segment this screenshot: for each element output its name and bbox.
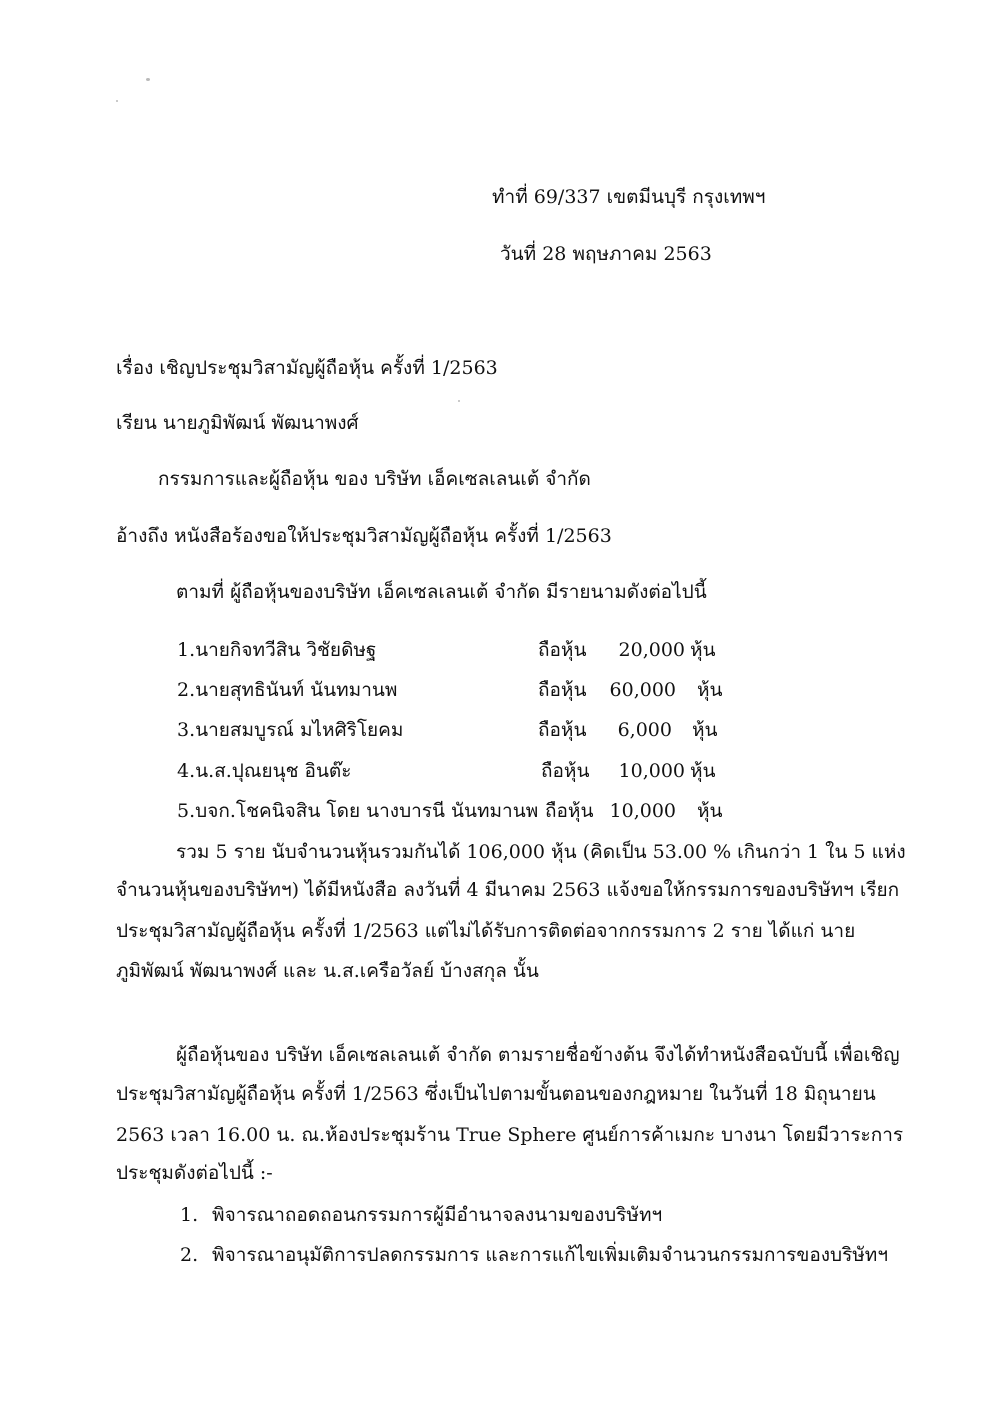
holds-label: ถือหุ้น: [538, 719, 587, 741]
share-unit: หุ้น: [697, 679, 723, 701]
shareholder-name: 1.นายกิจทวีสิน วิชัยดิษฐ: [177, 639, 377, 661]
summary-line: ประชุมวิสามัญผู้ถือหุ้น ครั้งที่ 1/2563 แต่ไม่ได้รับการติดต่อจากกรรมการ 2 ราย ได้แก่ นาย: [116, 920, 856, 942]
letter-reference: อ้างถึง หนังสือร้องขอให้ประชุมวิสามัญผู้ถือหุ้น ครั้งที่ 1/2563: [116, 525, 612, 547]
agenda-item: [180, 1201, 662, 1229]
shareholder-row: [0, 757, 993, 785]
letter-recipient-role: กรรมการและผู้ถือหุ้น ของ บริษัท เอ็คเซลเลนเต้ จำกัด: [158, 468, 591, 490]
letter-recipient: เรียน นายภูมิพัฒน์ พัฒนาพงศ์: [116, 412, 359, 434]
agenda-text: พิจารณาถอดถอนกรรมการผู้มีอำนาจลงนามของบริษัทฯ: [212, 1204, 663, 1226]
shareholder-name: 5.บจก.โชคนิจสิน โดย นางบารนี นันทมานพ: [177, 800, 539, 822]
share-amount: 20,000: [618, 639, 685, 661]
invitation-line: ผู้ถือหุ้นของ บริษัท เอ็คเซลเลนเต้ จำกัด ตามรายชื่อข้างต้น จึงได้ทำหนังสือฉบับนี้ เพื่อเชิญ: [176, 1044, 900, 1066]
share-unit: หุ้น: [697, 800, 723, 822]
letter-subject: เรื่อง เชิญประชุมวิสามัญผู้ถือหุ้น ครั้งที่ 1/2563: [116, 357, 498, 379]
scan-speck: [146, 78, 150, 81]
agenda-number: 2.: [180, 1244, 199, 1266]
letter-date: วันที่ 28 พฤษภาคม 2563: [500, 243, 712, 265]
share-amount: 60,000: [609, 679, 676, 701]
share-unit: หุ้น: [692, 719, 718, 741]
sender-location: ทำที่ 69/337 เขตมีนบุรี กรุงเทพฯ: [492, 186, 766, 208]
invitation-line: 2563 เวลา 16.00 น. ณ.ห้องประชุมร้าน True Sphere ศูนย์การค้าเมกะ บางนา โดยมีวาระการ: [116, 1124, 904, 1146]
holds-label: ถือหุ้น: [538, 679, 587, 701]
shareholder-name: 4.น.ส.ปุณยนุช อินต๊ะ: [177, 760, 352, 782]
summary-line: ภูมิพัฒน์ พัฒนาพงศ์ และ น.ส.เครือวัลย์ บ้างสกุล นั้น: [116, 960, 539, 982]
share-amount: 6,000: [617, 719, 672, 741]
summary-line: รวม 5 ราย นับจำนวนหุ้นรวมกันได้ 106,000 หุ้น (คิดเป็น 53.00 % เกินกว่า 1 ใน 5 แห่ง: [176, 841, 906, 863]
shareholder-row: [0, 716, 993, 744]
shareholder-name: 2.นายสุทธินันท์ นันทมานพ: [177, 679, 398, 701]
shareholder-row: [0, 676, 993, 704]
invitation-line: ประชุมวิสามัญผู้ถือหุ้น ครั้งที่ 1/2563 ซึ่งเป็นไปตามขั้นตอนของกฎหมาย ในวันที่ 18 มิถุนายน: [116, 1083, 876, 1105]
intro-paragraph: ตามที่ ผู้ถือหุ้นของบริษัท เอ็คเซลเลนเต้ จำกัด มีรายนามดังต่อไปนี้: [176, 581, 707, 603]
share-amount: 10,000: [609, 800, 676, 822]
scan-speck: [458, 400, 460, 402]
agenda-text: พิจารณาอนุมัติการปลดกรรมการ และการแก้ไขเพิ่มเติมจำนวนกรรมการของบริษัทฯ: [212, 1244, 889, 1266]
agenda-item: [180, 1241, 888, 1269]
invitation-line: ประชุมดังต่อไปนี้ :-: [116, 1162, 273, 1184]
shareholder-name: 3.นายสมบูรณ์ มไหศิริโยคม: [177, 719, 404, 741]
share-amount: 10,000: [618, 760, 685, 782]
share-unit: หุ้น: [690, 639, 716, 661]
holds-label: ถือหุ้น: [538, 639, 587, 661]
holds-label: ถือหุ้น: [545, 800, 594, 822]
scan-speck: [116, 100, 118, 102]
agenda-number: 1.: [180, 1204, 199, 1226]
summary-line: จำนวนหุ้นของบริษัทฯ) ได้มีหนังสือ ลงวันที่ 4 มีนาคม 2563 แจ้งขอให้กรรมการของบริษัทฯ เรียก: [116, 879, 900, 901]
share-unit: หุ้น: [690, 760, 716, 782]
shareholder-row: [0, 636, 993, 664]
holds-label: ถือหุ้น: [541, 760, 590, 782]
shareholder-row: [0, 797, 993, 825]
